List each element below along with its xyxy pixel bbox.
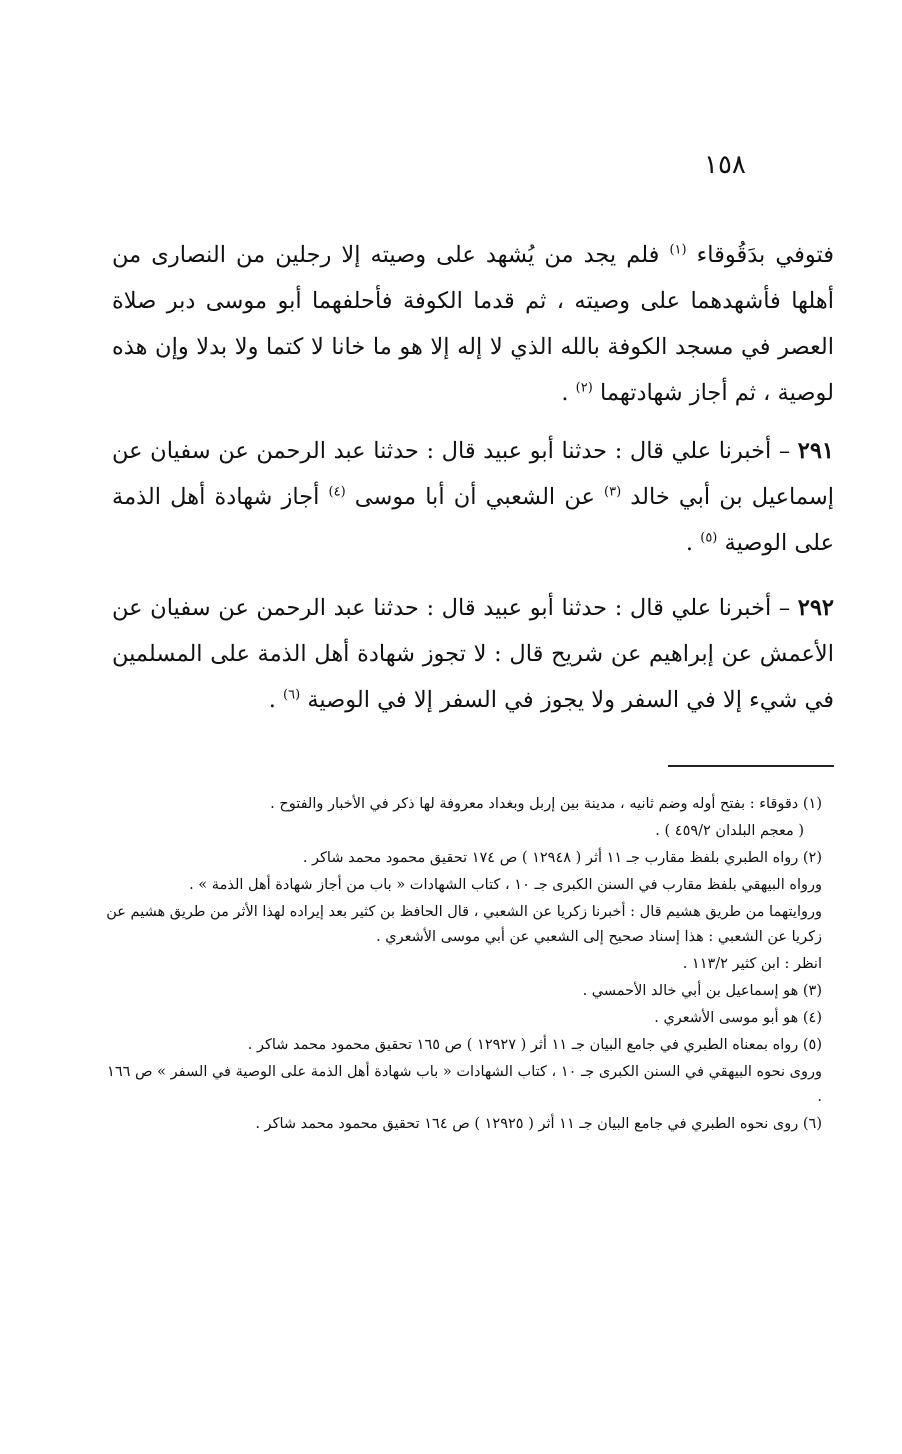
- footnote-2-cont-2: وروايتهما من طريق هشيم قال : أخبرنا زكريا عن الشعبي ، قال الحافظ بن كثير بعد إيراده لهذا الأثر من طريق هشيم عن زكريا عن الشعبي : هذا إسناد صحيح إلى الشعبي عن أبي موسى الأشعري .: [106, 904, 822, 945]
- paragraph-291: [112, 428, 834, 566]
- footnote-1: (١) دقوقاء : بفتح أوله وضم ثانيه ، مدينة بين إربل وبغداد معروفة لها ذكر في الأخبار والفتوح .: [270, 796, 822, 812]
- footnote-2-cont-1: ورواه البيهقي بلفظ مقارب في السنن الكبرى جـ ١٠ ، كتاب الشهادات « باب من أجاز شهادة أهل الذمة » .: [189, 877, 822, 893]
- paragraph-291-text-d: .: [685, 530, 694, 556]
- paragraph-291-text-a: – أخبرنا علي قال : حدثنا أبو عبيد قال : حدثنا عبد الرحمن عن سفيان عن إسماعيل بن أبي خالد: [112, 438, 835, 510]
- hadith-number-292: ٢٩٢: [797, 595, 834, 621]
- hadith-number-291: ٢٩١: [797, 438, 834, 464]
- paragraph-1-text-c: .: [561, 380, 569, 406]
- footnote-1-source: ( معجم البلدان ٤٥٩/٢ ) .: [655, 823, 804, 839]
- footnote-6: (٦) روى نحوه الطبري في جامع البيان جـ ١١ أثر ( ١٢٩٢٥ ) ص ١٦٤ تحقيق محمود محمد شاكر .: [255, 1116, 822, 1132]
- footnotes-section: [106, 792, 822, 1139]
- footnote-ref-4[interactable]: (٤): [328, 484, 346, 500]
- footnote-ref-3[interactable]: (٣): [604, 484, 622, 500]
- paragraph-1-text-b: فلم يجد من يُشهد على وصيته إلا رجلين من النصارى من أهلها فأشهدهما على وصيته ، ثم قدما الكوفة فأحلفهما أبو موسى دبر صلاة العصر في مسجد الكوفة بالله الذي لا إله إلا هو ما خانا لا كتما ولا بدلا وإن هذه لوصية ، ثم أجاز شهادتهما: [112, 242, 834, 406]
- paragraph-291-text-b: عن الشعبي أن أبا موسى: [354, 484, 595, 510]
- footnote-5: (٥) رواه بمعناه الطبري في جامع البيان جـ ١١ أثر ( ١٢٩٢٧ ) ص ١٦٥ تحقيق محمود محمد شاكر .: [247, 1037, 822, 1053]
- footnote-3: (٣) هو إسماعيل بن أبي خالد الأحمسي .: [582, 983, 822, 999]
- footnote-5-cont: وروى نحوه البيهقي في السنن الكبرى جـ ١٠ ، كتاب الشهادات « باب شهادة أهل الذمة على الوصية في السفر » ص ١٦٦ .: [107, 1064, 822, 1105]
- footnote-4: (٤) هو أبو موسى الأشعري .: [654, 1010, 822, 1026]
- paragraph-292: [112, 585, 834, 723]
- paragraph-292-text-b: .: [268, 687, 276, 713]
- paragraph-291-text-c: أجاز شهادة أهل الذمة على الوصية: [112, 484, 834, 556]
- paragraph-292-text-a: – أخبرنا علي قال : حدثنا أبو عبيد قال : حدثنا عبد الرحمن عن سفيان عن الأعمش عن إبراهيم عن شريح قال : لا تجوز شهادة أهل الذمة على المسلمين في شيء إلا في السفر ولا يجوز في السفر إلا في الوصية: [112, 595, 834, 713]
- footnote-ref-6[interactable]: (٦): [283, 687, 301, 703]
- paragraph-1: [112, 232, 834, 416]
- paragraph-1-text-a: فتوفي بدَقُوقاء: [696, 242, 834, 268]
- footnote-ref-1[interactable]: (١): [669, 242, 687, 258]
- footnote-ref-2[interactable]: (٢): [575, 380, 593, 396]
- footnote-ref-5[interactable]: (٥): [700, 530, 718, 546]
- footnote-separator: [668, 765, 834, 767]
- footnote-2-cont-3: انظر : ابن كثير ١١٣/٢ .: [682, 956, 822, 972]
- footnote-2: (٢) رواه الطبري بلفظ مقارب جـ ١١ أثر ( ١٢٩٤٨ ) ص ١٧٤ تحقيق محمود محمد شاكر .: [302, 850, 822, 866]
- page-number: ١٥٨: [704, 150, 746, 180]
